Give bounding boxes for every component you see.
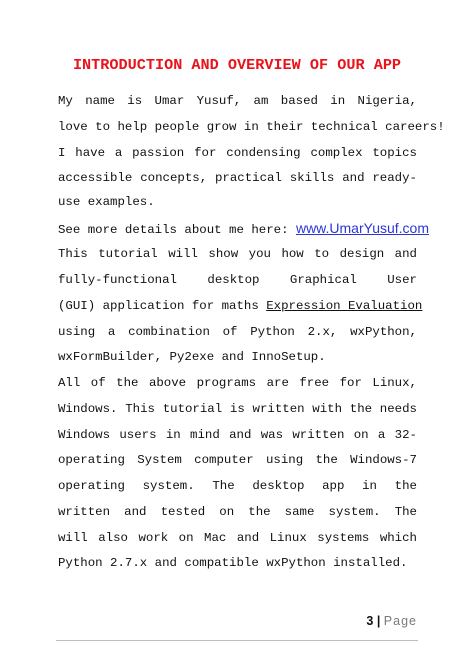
website-link[interactable]: www.UmarYusuf.com [295,220,429,236]
body-line: I have a passion for condensing complex topics [58,146,417,160]
body-line: will also work on Mac and Linux systems which [58,531,417,545]
body-line: Windows. This tutorial is written with the needs [58,402,417,416]
body-line: operating System computer using the Windows-7 [58,453,417,467]
footer-divider [56,640,418,641]
expression-evaluation-link[interactable]: Expression Evaluation [266,299,423,313]
body-line: Windows users in mind and was written on a 32- [58,428,417,442]
body-line: wxFormBuilder, Py2exe and InnoSetup. [58,350,326,364]
body-line: Python 2.7.x and compatible wxPython installed. [58,556,408,570]
about-me-line [58,220,429,238]
page-title: INTRODUCTION AND OVERVIEW OF OUR APP [72,56,402,74]
body-line: All of the above programs are free for Linux, [58,376,417,390]
footer-separator: | [376,614,381,628]
body-text: (GUI) application for maths [58,299,267,313]
body-line: written and tested on the same system. The [58,505,417,519]
body-line: My name is Umar Yusuf, am based in Nigeria, [58,94,417,108]
body-line: fully-functional desktop Graphical User [58,273,417,287]
body-line [58,298,423,314]
page-footer [300,614,417,628]
body-line: using a combination of Python 2.x, wxPython, [58,325,417,339]
page-label: Page [383,614,417,628]
body-line: accessible concepts, practical skills and ready- [58,171,417,185]
body-line: love to help people grow in their technical careers! [58,120,445,134]
about-me-prefix: See more details about me here: [58,223,296,237]
page-number: 3 [366,614,374,628]
body-line: operating system. The desktop app in the [58,479,417,493]
body-line: This tutorial will show you how to design and [58,247,417,261]
body-line: use examples. [58,195,155,209]
